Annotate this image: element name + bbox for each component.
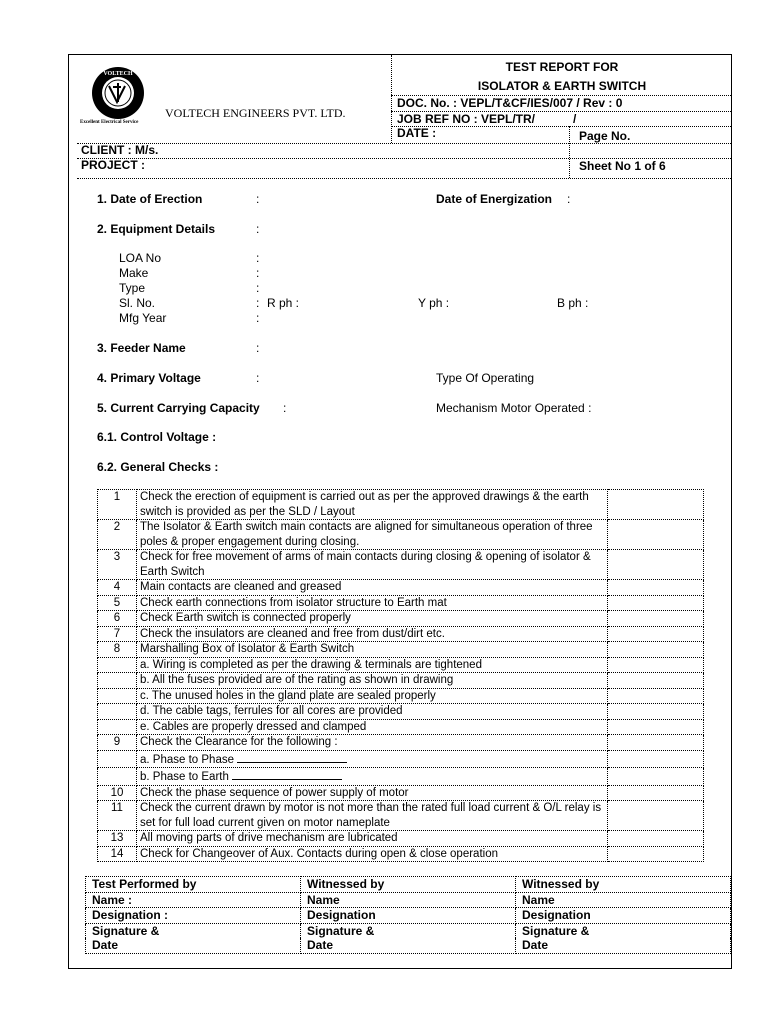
colon: : (283, 401, 287, 415)
check-number: 1 (98, 490, 137, 520)
check-description (137, 831, 608, 847)
check-row (98, 801, 704, 831)
check-result-cell[interactable] (608, 580, 704, 596)
check-text: Check the Clearance for the following : (140, 736, 338, 748)
check-row (98, 785, 704, 801)
signature-field[interactable]: Signature & (301, 923, 516, 938)
check-text: e. Cables are properly dressed and clamped (140, 720, 367, 733)
signature-row (86, 877, 731, 893)
check-number (98, 750, 137, 768)
signature-designation-field[interactable]: Designation : (86, 908, 301, 924)
check-description (137, 657, 608, 673)
report-title-line2: ISOLATOR & EARTH SWITCH (477, 79, 647, 93)
check-number: 5 (98, 595, 137, 611)
test-report-page (68, 54, 732, 969)
feeder-name-label: 3. Feeder Name (97, 341, 186, 355)
check-text: b. Phase to Earth (140, 771, 229, 783)
check-result-cell[interactable] (608, 657, 704, 673)
check-description (137, 750, 608, 768)
loa-no-label: LOA No (119, 251, 162, 265)
check-number (98, 768, 137, 786)
primary-voltage-label: 4. Primary Voltage (97, 371, 201, 385)
check-text: Check for free movement of arms of main contacts during closing & opening of isolator & Earth Switch (140, 551, 591, 578)
check-number (98, 719, 137, 735)
check-row (98, 490, 704, 520)
signature-date-field[interactable]: Date (301, 938, 516, 953)
signature-name-field[interactable]: Name : (86, 892, 301, 908)
check-number (98, 704, 137, 720)
general-checks-label: 6.2. General Checks : (97, 460, 219, 474)
check-number (98, 688, 137, 704)
check-description (137, 642, 608, 658)
check-number (98, 673, 137, 689)
check-result-cell[interactable] (608, 520, 704, 550)
check-row (98, 550, 704, 580)
job-ref-slash: / (573, 112, 577, 126)
b-phase-label: B ph : (557, 296, 589, 310)
check-row (98, 520, 704, 550)
check-description (137, 719, 608, 735)
signature-row (86, 923, 731, 938)
doc-number: DOC. No. : VEPL/T&CF/IES/007 / Rev : 0 (397, 96, 623, 110)
control-voltage-label: 6.1. Control Voltage : (97, 430, 217, 444)
blank-entry-line (237, 751, 347, 763)
check-number: 6 (98, 611, 137, 627)
check-row (98, 688, 704, 704)
signature-designation-field[interactable]: Designation (516, 908, 731, 924)
check-text: d. The cable tags, ferrules for all cores are provided (140, 705, 403, 717)
check-text: Check the phase sequence of power supply of motor (140, 786, 409, 799)
check-result-cell[interactable] (608, 611, 704, 627)
sheet-number: Sheet No 1 of 6 (579, 159, 666, 173)
signature-name-field[interactable]: Name (516, 892, 731, 908)
current-carrying-capacity-label: 5. Current Carrying Capacity (97, 401, 260, 415)
colon: : (256, 222, 260, 236)
check-result-cell[interactable] (608, 846, 704, 862)
check-result-cell[interactable] (608, 785, 704, 801)
colon: : (256, 192, 260, 206)
colon: : (256, 296, 260, 310)
check-row (98, 719, 704, 735)
check-text: c. The unused holes in the gland plate are sealed properly (140, 689, 436, 702)
check-description (137, 768, 608, 786)
check-row (98, 657, 704, 673)
check-text: Check the insulators are cleaned and free from dust/dirt etc. (140, 627, 445, 640)
check-text: The Isolator & Earth switch main contacts are aligned for simultaneous operation of three poles & proper engagement during closing. (140, 521, 593, 548)
check-result-cell[interactable] (608, 768, 704, 786)
check-result-cell[interactable] (608, 750, 704, 768)
date-of-energization-label: Date of Energization (436, 192, 553, 206)
check-description (137, 580, 608, 596)
date-field: DATE : (397, 126, 437, 140)
check-description (137, 801, 608, 831)
check-row (98, 626, 704, 642)
check-description (137, 704, 608, 720)
check-result-cell[interactable] (608, 673, 704, 689)
date-of-erection-label: 1. Date of Erection (97, 192, 203, 206)
check-description (137, 520, 608, 550)
check-text: Check the current drawn by motor is not more than the rated full load current & O/L relay is set for full load current given on motor nameplate (140, 802, 602, 829)
divider (391, 126, 731, 127)
check-row (98, 750, 704, 768)
colon: : (256, 251, 260, 265)
check-number: 8 (98, 642, 137, 658)
check-description (137, 846, 608, 862)
check-row (98, 704, 704, 720)
check-result-cell[interactable] (608, 704, 704, 720)
check-result-cell[interactable] (608, 831, 704, 847)
check-text: Marshalling Box of Isolator & Earth Switch (140, 643, 355, 655)
check-number: 13 (98, 831, 137, 847)
check-text: All moving parts of drive mechanism are lubricated (140, 832, 398, 844)
check-number: 9 (98, 735, 137, 751)
check-description (137, 550, 608, 580)
check-result-cell[interactable] (608, 735, 704, 751)
colon: : (256, 281, 260, 295)
serial-no-label: Sl. No. (119, 296, 156, 310)
check-number (98, 657, 137, 673)
signature-row (86, 938, 731, 953)
check-text: b. All the fuses provided are of the rating as shown in drawing (140, 674, 454, 686)
equipment-details-label: 2. Equipment Details (97, 222, 216, 236)
type-label: Type (119, 281, 146, 295)
project-field: PROJECT : (81, 158, 146, 172)
check-description (137, 611, 608, 627)
check-text: Check earth connections from isolator structure to Earth mat (140, 596, 447, 609)
colon: : (567, 192, 571, 206)
check-description (137, 785, 608, 801)
colon: : (256, 341, 260, 355)
make-label: Make (119, 266, 149, 280)
check-row (98, 611, 704, 627)
colon: : (256, 371, 260, 385)
signature-header: Witnessed by (516, 877, 731, 893)
mfg-year-label: Mfg Year (119, 311, 167, 325)
check-number: 3 (98, 550, 137, 580)
check-description (137, 688, 608, 704)
check-text: Main contacts are cleaned and greased (140, 581, 342, 593)
general-checks-table (97, 489, 704, 862)
blank-entry-line (232, 768, 342, 780)
colon: : (256, 311, 260, 325)
check-number: 10 (98, 785, 137, 801)
check-result-cell[interactable] (608, 642, 704, 658)
equipment-labels (119, 251, 166, 326)
r-phase-label: R ph : (267, 296, 300, 310)
svg-text:VOLTECH: VOLTECH (103, 71, 133, 77)
check-text: Check for Changeover of Aux. Contacts during open & close operation (140, 847, 498, 860)
check-row (98, 580, 704, 596)
check-row (98, 673, 704, 689)
check-result-cell[interactable] (608, 719, 704, 735)
check-number: 4 (98, 580, 137, 596)
check-number: 2 (98, 520, 137, 550)
signature-name-field[interactable]: Name (301, 892, 516, 908)
check-number: 11 (98, 801, 137, 831)
check-description (137, 673, 608, 689)
check-result-cell[interactable] (608, 595, 704, 611)
signature-table (85, 876, 731, 954)
check-result-cell[interactable] (608, 688, 704, 704)
page-number: Page No. (579, 129, 631, 143)
company-logo (91, 66, 145, 120)
check-description (137, 626, 608, 642)
check-result-cell[interactable] (608, 550, 704, 580)
check-description (137, 490, 608, 520)
check-number: 14 (98, 846, 137, 862)
signature-row (86, 908, 731, 924)
check-number: 7 (98, 626, 137, 642)
check-result-cell[interactable] (608, 801, 704, 831)
check-row (98, 846, 704, 862)
check-description (137, 595, 608, 611)
y-phase-label: Y ph : (418, 296, 450, 310)
check-row (98, 735, 704, 751)
check-text: a. Wiring is completed as per the drawing & terminals are tightened (140, 658, 482, 671)
check-result-cell[interactable] (608, 490, 704, 520)
signature-row (86, 892, 731, 908)
company-name: VOLTECH ENGINEERS PVT. LTD. (165, 106, 346, 120)
signature-designation-field[interactable]: Designation (301, 908, 516, 924)
client-field: CLIENT : M/s. (81, 143, 159, 157)
logo-tagline: Excellent Electrical Service (80, 120, 139, 125)
check-row (98, 595, 704, 611)
signature-field[interactable]: Signature & (86, 923, 301, 938)
job-ref-number: JOB REF NO : VEPL/TR/ (397, 112, 536, 126)
check-row (98, 642, 704, 658)
check-row (98, 768, 704, 786)
signature-header: Witnessed by (301, 877, 516, 893)
check-result-cell[interactable] (608, 626, 704, 642)
colon: : (256, 266, 260, 280)
signature-date-field[interactable]: Date (86, 938, 301, 953)
check-text: a. Phase to Phase (140, 753, 234, 766)
report-title-line1: TEST REPORT FOR (505, 60, 619, 74)
check-text: Check Earth switch is connected properly (140, 612, 351, 624)
divider (569, 126, 570, 178)
equipment-colons (256, 251, 259, 326)
signature-field[interactable]: Signature & (516, 923, 731, 938)
check-row (98, 831, 704, 847)
type-of-operating-label: Type Of Operating (436, 371, 535, 385)
check-description (137, 735, 608, 751)
signature-date-field[interactable]: Date (516, 938, 731, 953)
signature-header: Test Performed by (86, 877, 301, 893)
divider (77, 143, 731, 144)
mechanism-motor-operated-label: Mechanism Motor Operated : (436, 401, 592, 415)
check-text: Check the erection of equipment is carried out as per the approved drawings & the earth switch is provided as per the SLD / Layout (140, 491, 589, 518)
